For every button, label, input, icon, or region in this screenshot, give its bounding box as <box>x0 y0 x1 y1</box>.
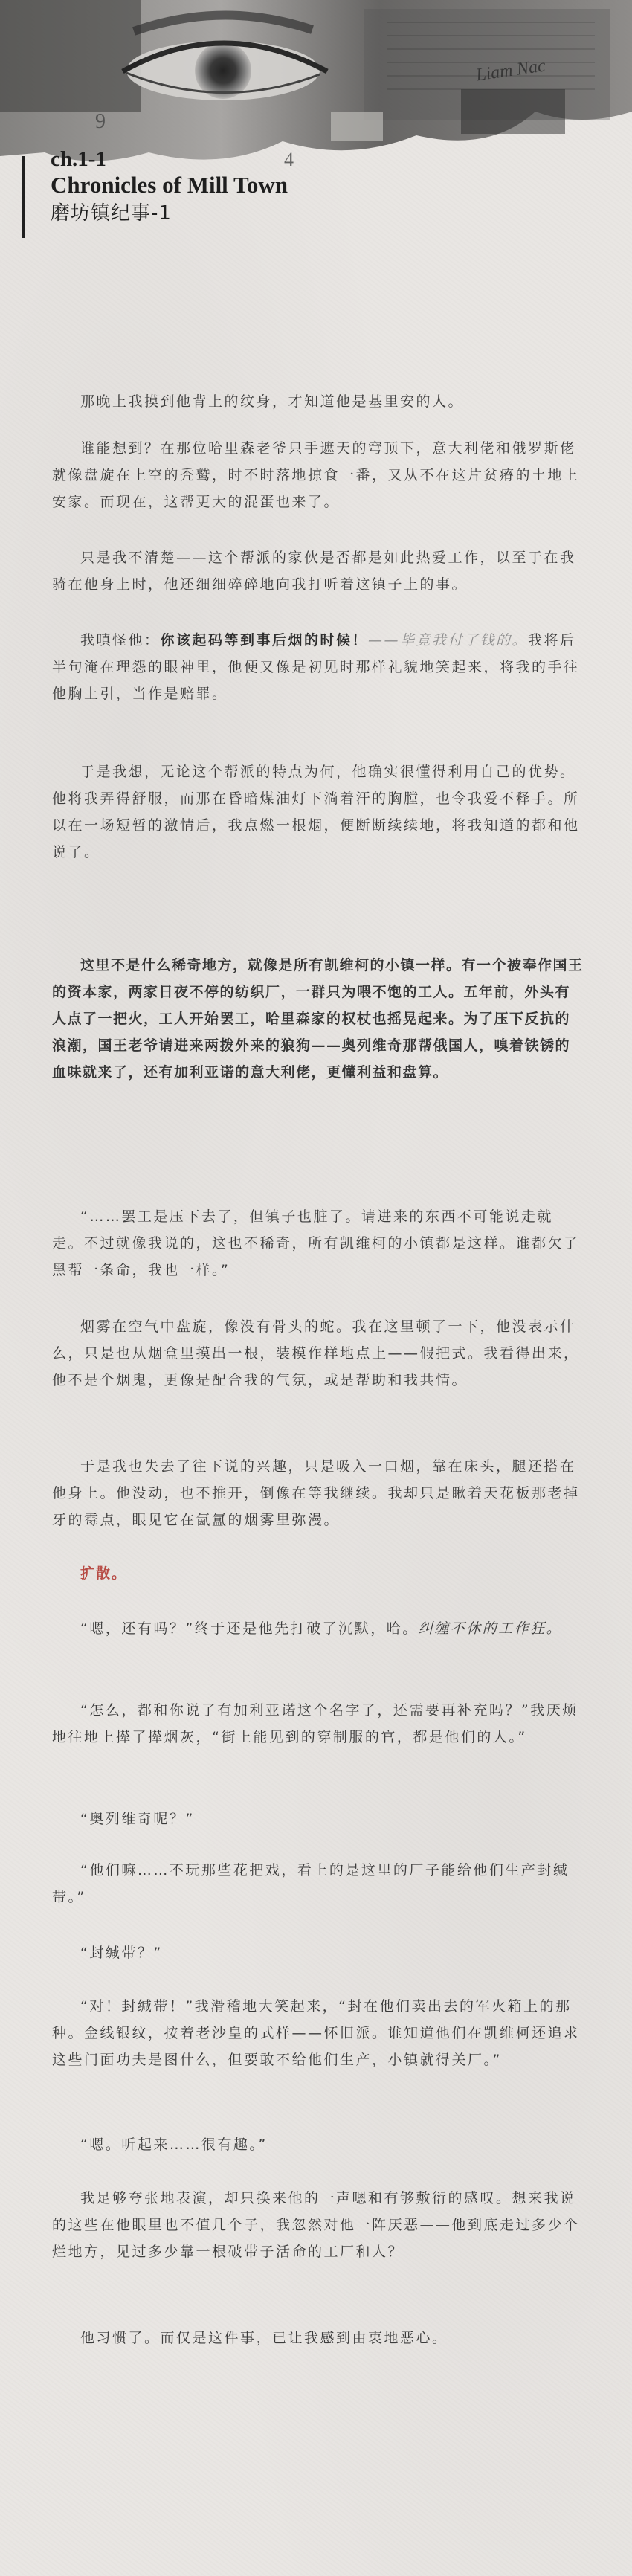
paragraph: “怎么，都和你说了有加利亚诺这个名字了，还需要再补充吗？”我厌烦地往地上撵了撵烟灰，“街上能见到的穿制服的官，都是他们的人。” <box>52 1702 578 1745</box>
paragraph: 他习惯了。而仅是这件事，已让我感到由衷地恶心。 <box>80 2330 448 2346</box>
paragraph: 于是我想，无论这个帮派的特点为何，他确实很懂得利用自己的优势。他将我弄得舒服，而那在昏暗煤油灯下淌着汗的胸膛，也令我爱不释手。所以在一场短暂的激情后，我点燃一根烟，便断断续续地，将我知道的都和他说了。 <box>52 764 580 860</box>
highlight-word: 扩散。 <box>80 1565 128 1582</box>
chapter-number: ch.1-1 <box>51 147 106 171</box>
paragraph-lead: “嗯，还有吗？”终于还是他先打破了沉默，哈。 <box>80 1620 419 1637</box>
stamp-number-nine: 9 <box>95 110 106 133</box>
paragraph: “他们嘛……不玩那些花把戏，看上的是这里的厂子能给他们生产封缄带。” <box>52 1862 570 1905</box>
chapter-heading <box>51 147 288 228</box>
paragraph-with-emphasis <box>52 627 584 707</box>
paragraph: 只是我不清楚——这个帮派的家伙是否都是如此热爱工作，以至于在我骑在他身上时，他还细细碎碎地向我打听着这镇子上的事。 <box>52 550 576 593</box>
paragraph: 烟雾在空气中盘旋，像没有骨头的蛇。我在这里顿了一下，他没表示什么，只是也从烟盒里摸出一根，装模作样地点上——假把式。我看得出来，他不是个烟鬼，更像是配合我的气氛，或是帮助和我共情。 <box>52 1318 580 1388</box>
signature-stamp: Liam Nac <box>474 56 547 86</box>
header-collage <box>0 0 632 245</box>
paragraph: “嗯。听起来……很有趣。” <box>80 2137 268 2153</box>
faint-aside: ——毕竟我付了钱的。 <box>368 632 529 648</box>
paragraph: 于是我也失去了往下说的兴趣，只是吸入一口烟，靠在床头，腿还搭在他身上。他没动，也不推开，倒像在等我继续。我却只是瞅着天花板那老掉牙的霉点，眼见它在氤氲的烟雾里弥漫。 <box>52 1458 580 1528</box>
paragraph: 那晚上我摸到他背上的纹身，才知道他是基里安的人。 <box>80 393 465 410</box>
paragraph: “封缄带？” <box>80 1945 163 1961</box>
chapter-title-english: Chronicles of Mill Town <box>51 172 288 198</box>
paragraph-serif: 这里不是什么稀奇地方，就像是所有凯维柯的小镇一样。有一个被奉作国王的资本家，两家日夜不停的纺织厂，一群只为喂不饱的工人。五年前，外头有人点了一把火，工人开始罢工，哈里森家的权杖也摇晃起来。为了压下反抗的浪潮，国王老爷请进来两拨外来的狼狗——奥列维奇那帮俄国人，嗅着铁锈的血味就来了，还有加利亚诺的意大利佬，更懂利益和盘算。 <box>52 957 584 1081</box>
paragraph: “对！封缄带！”我滑稽地大笑起来，“封在他们卖出去的军火箱上的那种。金线银纹，按着老沙皇的式样——怀旧派。谁知道他们在凯维柯还追求这些门面功夫是图什么，但要敢不给他们生产，小镇就得关厂。” <box>52 1998 580 2068</box>
paragraph-lead: 我嗔怪他： <box>80 632 161 648</box>
paragraph-tail: 我将后半句淹在理怨的眼神里，他便又像是初见时那样礼貌地笑起来，将我的手往他胸上引，当作是赔罪。 <box>52 632 580 702</box>
stamp-number-four: 4 <box>284 149 294 170</box>
bold-emphasis: 你该起码等到事后烟的时候！ <box>160 632 369 648</box>
paragraph: 我足够夸张地表演，却只换来他的一声嗯和有够敷衍的感叹。想来我说的这些在他眼里也不值几个子，我忽然对他一阵厌恶——他到底走过多少个烂地方，见过多少靠一根破带子活命的工厂和人？ <box>52 2190 580 2260</box>
italic-aside: 纠缠不休的工作狂。 <box>418 1620 563 1637</box>
paragraph-with-italic <box>52 1615 584 1642</box>
paragraph: “奥列维奇呢？” <box>80 1811 195 1827</box>
paragraph: “……罢工是压下去了，但镇子也脏了。请进来的东西不可能说走就走。不过就像我说的，这也不稀奇，所有凯维柯的小镇都是这样。谁都欠了黑帮一条命，我也一样。” <box>52 1208 580 1278</box>
chapter-title-chinese: 磨坊镇纪事-1 <box>51 202 172 225</box>
paragraph: 谁能想到？在那位哈里森老爷只手遮天的穹顶下，意大利佬和俄罗斯佬就像盘旋在上空的秃鹫，时不时落地掠食一番，又从不在这片贫瘠的土地上安家。而现在，这帮更大的混蛋也来了。 <box>52 440 580 510</box>
